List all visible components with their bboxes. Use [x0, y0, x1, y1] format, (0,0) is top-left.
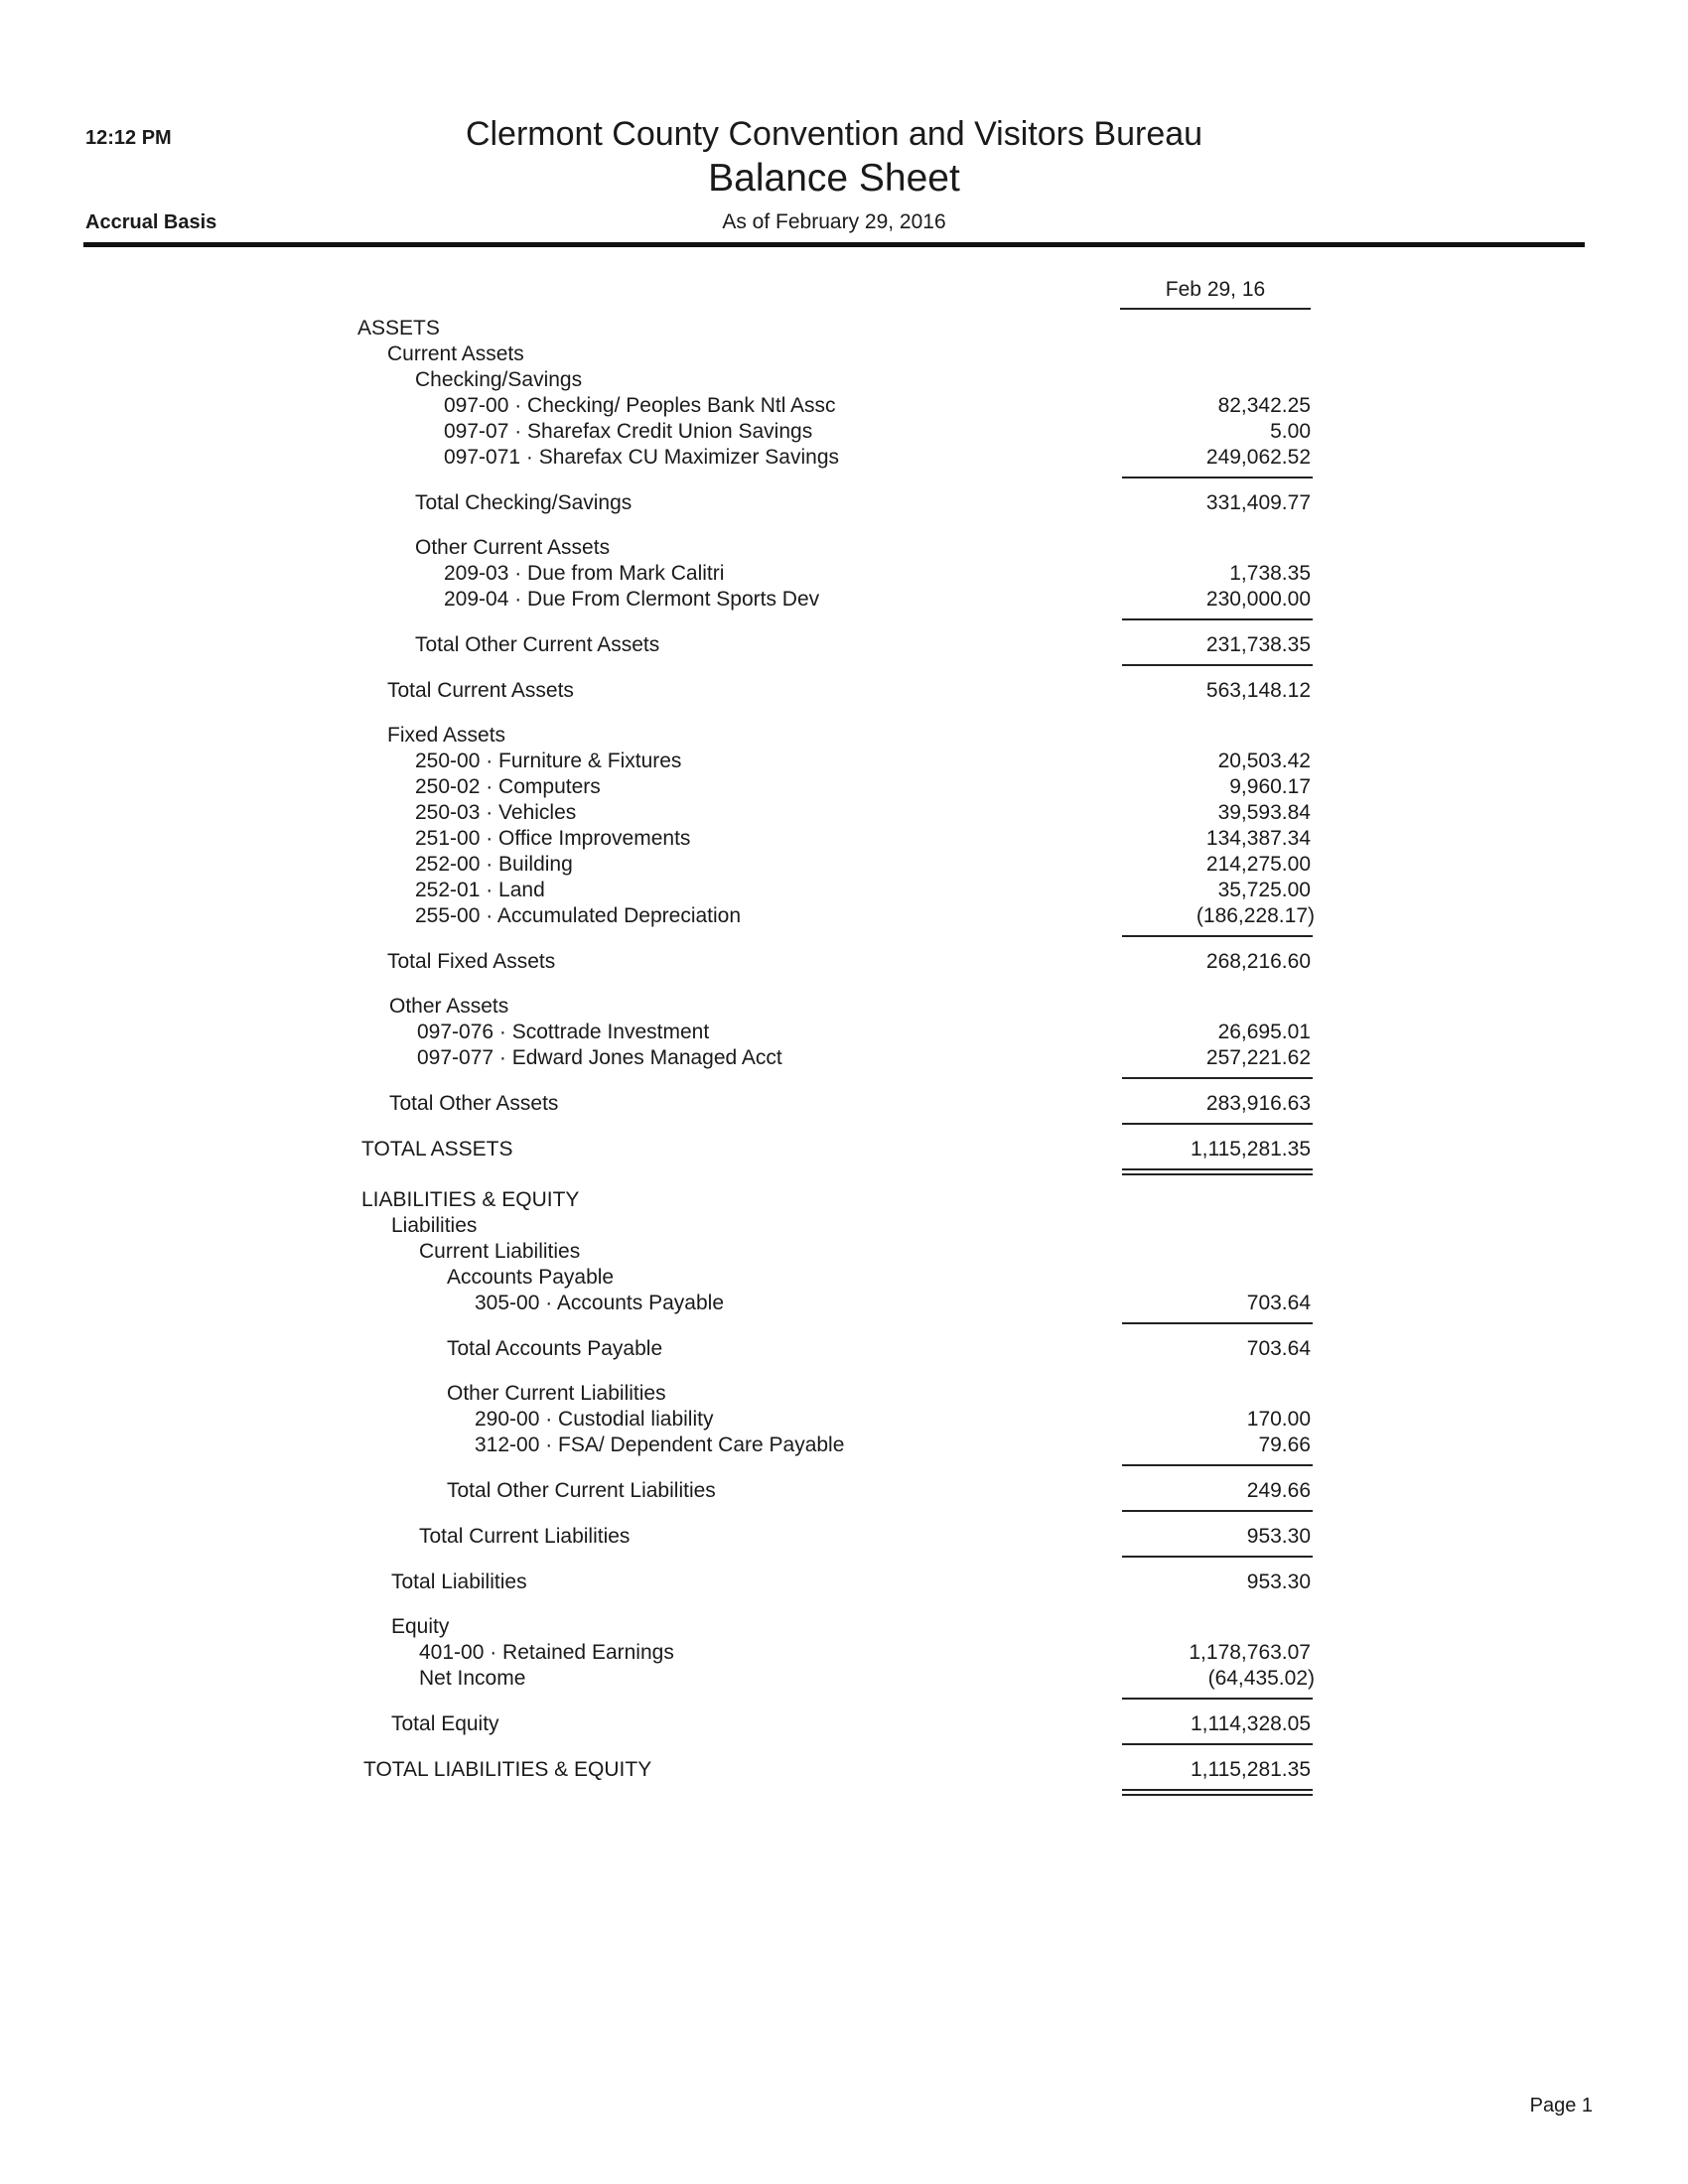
row-account [0, 800, 1688, 826]
subtotal-rule [1122, 1556, 1313, 1558]
amount: 1,115,281.35 [1190, 1758, 1311, 1781]
account-label: 312-00 · FSA/ Dependent Care Payable [475, 1433, 845, 1456]
amount: 703.64 [1246, 1337, 1311, 1360]
row-grand-total [0, 1757, 1688, 1783]
row-account [0, 1407, 1688, 1433]
amount: 331,409.77 [1205, 491, 1311, 514]
account-label: 097-076 · Scottrade Investment [417, 1021, 710, 1043]
row-account [0, 445, 1688, 471]
amount: 5.00 [1270, 420, 1311, 443]
account-label: 209-03 · Due from Mark Calitri [444, 562, 725, 585]
amount: 1,178,763.07 [1189, 1641, 1311, 1664]
account-label: 097-07 · Sharefax Credit Union Savings [444, 420, 813, 443]
amount: 134,387.34 [1205, 827, 1311, 850]
subtotal-rule [1122, 618, 1313, 620]
row-account [0, 1433, 1688, 1458]
row-account [0, 826, 1688, 852]
account-label: 250-03 · Vehicles [415, 801, 577, 824]
account-label: Total Fixed Assets [387, 950, 556, 973]
row-liabilities [0, 1213, 1688, 1239]
account-label: 290-00 · Custodial liability [475, 1408, 714, 1431]
account-label: ASSETS [357, 317, 440, 340]
account-label: 252-01 · Land [415, 879, 545, 901]
row-assets [0, 316, 1688, 341]
account-label: Current Assets [387, 342, 524, 365]
account-label: 252-00 · Building [415, 853, 573, 876]
row-account [0, 1045, 1688, 1071]
row-account [0, 587, 1688, 613]
company-name: Clermont County Convention and Visitors Bureau [465, 115, 1203, 153]
row-total [0, 678, 1688, 704]
row-total [0, 949, 1688, 975]
subtotal-rule [1122, 1510, 1313, 1512]
row-total [0, 1478, 1688, 1504]
amount: 214,275.00 [1205, 853, 1311, 876]
amount: 35,725.00 [1217, 879, 1311, 901]
account-label: LIABILITIES & EQUITY [361, 1188, 580, 1211]
row-account [0, 1020, 1688, 1045]
account-label: 305-00 · Accounts Payable [475, 1292, 724, 1314]
report-title: Balance Sheet [708, 157, 960, 200]
account-label: TOTAL ASSETS [361, 1138, 513, 1160]
double-rule [1122, 1789, 1313, 1796]
row-total [0, 1091, 1688, 1117]
row-fixed-assets [0, 723, 1688, 749]
amount: 953.30 [1246, 1525, 1311, 1548]
amount: 703.64 [1246, 1292, 1311, 1314]
subtotal-rule [1122, 935, 1313, 937]
account-label: 209-04 · Due From Clermont Sports Dev [444, 588, 820, 611]
account-label: Total Other Assets [389, 1092, 559, 1115]
row-total [0, 1570, 1688, 1595]
row-account [0, 393, 1688, 419]
account-label: Total Other Current Liabilities [447, 1479, 716, 1502]
row-total [0, 1524, 1688, 1550]
amount: 9,960.17 [1229, 775, 1311, 798]
account-label: 250-02 · Computers [415, 775, 601, 798]
account-label: Other Current Liabilities [447, 1382, 666, 1405]
subtotal-rule [1122, 477, 1313, 478]
row-grand-total [0, 1137, 1688, 1162]
subtotal-rule [1122, 1322, 1313, 1324]
amount: 257,221.62 [1205, 1046, 1311, 1069]
subtotal-rule [1122, 1698, 1313, 1700]
account-label: Total Liabilities [391, 1570, 527, 1593]
account-label: Accounts Payable [447, 1266, 615, 1289]
amount: 231,738.35 [1205, 633, 1311, 656]
amount: (186,228.17) [1196, 904, 1315, 927]
amount: 170.00 [1246, 1408, 1311, 1431]
row-other-assets [0, 994, 1688, 1020]
row-other-current-liabilities [0, 1381, 1688, 1407]
row-current-liabilities [0, 1239, 1688, 1265]
row-account [0, 561, 1688, 587]
account-label: TOTAL LIABILITIES & EQUITY [363, 1758, 652, 1781]
row-account [0, 1291, 1688, 1316]
account-label: Liabilities [391, 1214, 478, 1237]
amount: 1,738.35 [1229, 562, 1311, 585]
column-header: Feb 29, 16 [1120, 278, 1311, 310]
row-other-current-assets [0, 535, 1688, 561]
row-checking-savings [0, 367, 1688, 393]
account-label: Other Current Assets [415, 536, 611, 559]
subtotal-rule [1122, 1123, 1313, 1125]
subtotal-rule [1122, 664, 1313, 666]
row-account [0, 1640, 1688, 1666]
amount: 79.66 [1258, 1433, 1311, 1456]
amount: 268,216.60 [1205, 950, 1311, 973]
double-rule [1122, 1168, 1313, 1175]
report-basis: Accrual Basis [85, 211, 217, 233]
amount: 249.66 [1246, 1479, 1311, 1502]
row-total [0, 490, 1688, 516]
amount: 283,916.63 [1205, 1092, 1311, 1115]
row-total [0, 1711, 1688, 1737]
subtotal-rule [1122, 1743, 1313, 1745]
account-label: Other Assets [389, 995, 509, 1018]
row-account [0, 878, 1688, 903]
row-total [0, 632, 1688, 658]
amount: 39,593.84 [1217, 801, 1311, 824]
account-label: 250-00 · Furniture & Fixtures [415, 750, 682, 772]
account-label: 255-00 · Accumulated Depreciation [415, 904, 742, 927]
account-label: Total Accounts Payable [447, 1337, 663, 1360]
account-label: 097-077 · Edward Jones Managed Acct [417, 1046, 782, 1069]
amount: 563,148.12 [1205, 679, 1311, 702]
row-account [0, 749, 1688, 774]
row-liabilities-equity [0, 1187, 1688, 1213]
amount: (64,435.02) [1207, 1667, 1315, 1690]
amount: 82,342.25 [1217, 394, 1311, 417]
account-label: Total Current Assets [387, 679, 574, 702]
account-label: Total Checking/Savings [415, 491, 633, 514]
amount: 230,000.00 [1205, 588, 1311, 611]
row-account [0, 1666, 1688, 1692]
amount: 1,114,328.05 [1190, 1712, 1311, 1735]
row-accounts-payable [0, 1265, 1688, 1291]
account-label: Total Equity [391, 1712, 499, 1735]
account-label: Total Other Current Assets [415, 633, 660, 656]
amount: 953.30 [1246, 1570, 1311, 1593]
row-equity [0, 1614, 1688, 1640]
account-label: 251-00 · Office Improvements [415, 827, 691, 850]
account-label: Current Liabilities [419, 1240, 581, 1263]
account-label: Checking/Savings [415, 368, 583, 391]
account-label: Total Current Liabilities [419, 1525, 631, 1548]
report-time: 12:12 PM [85, 127, 172, 149]
account-label: Fixed Assets [387, 724, 506, 747]
subtotal-rule [1122, 1464, 1313, 1466]
report-date: As of February 29, 2016 [722, 210, 946, 233]
header-divider [83, 242, 1585, 247]
row-current-assets [0, 341, 1688, 367]
amount: 249,062.52 [1205, 446, 1311, 469]
amount: 20,503.42 [1217, 750, 1311, 772]
row-account [0, 774, 1688, 800]
account-label: Equity [391, 1615, 450, 1638]
amount: 1,115,281.35 [1190, 1138, 1311, 1160]
account-label: 097-071 · Sharefax CU Maximizer Savings [444, 446, 839, 469]
row-total [0, 1336, 1688, 1362]
row-account [0, 852, 1688, 878]
row-account [0, 903, 1688, 929]
page-number: Page 1 [1529, 2095, 1593, 2116]
amount: 26,695.01 [1217, 1021, 1311, 1043]
account-label: 401-00 · Retained Earnings [419, 1641, 674, 1664]
account-label: Net Income [419, 1667, 526, 1690]
account-label: 097-00 · Checking/ Peoples Bank Ntl Assc [444, 394, 836, 417]
row-account [0, 419, 1688, 445]
subtotal-rule [1122, 1077, 1313, 1079]
